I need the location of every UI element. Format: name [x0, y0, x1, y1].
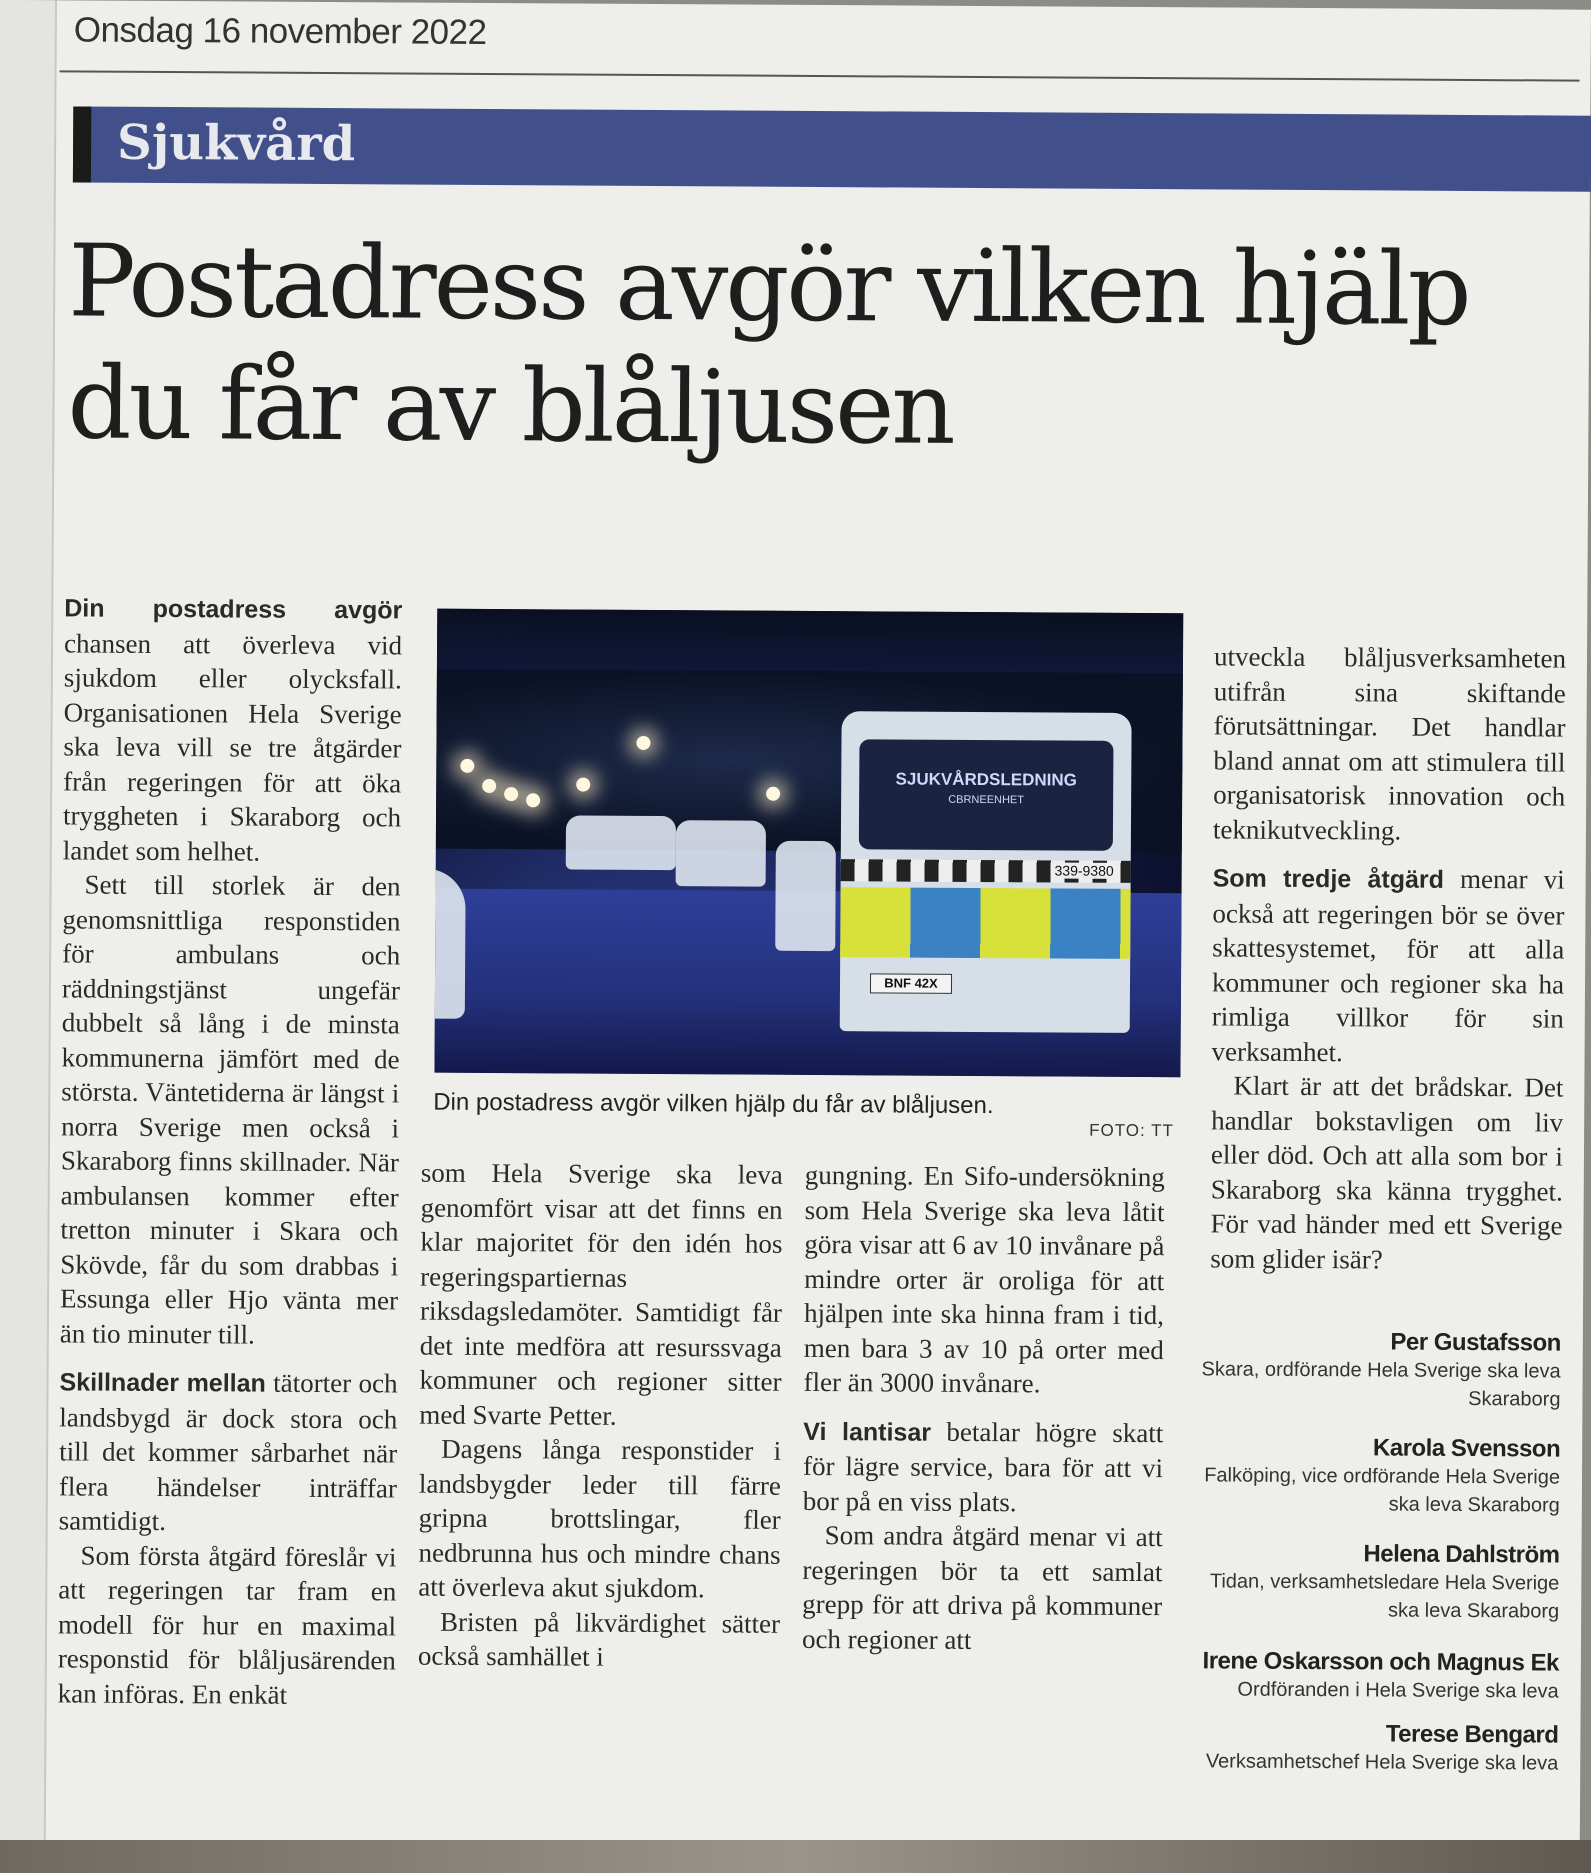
article-column-1: [58, 590, 403, 1712]
signature-name: Per Gustafsson: [1390, 1328, 1561, 1357]
van-sublabel: CBRNEENHET: [948, 793, 1025, 807]
paragraph: [803, 1413, 1164, 1520]
article-column-3: [802, 1158, 1165, 1658]
section-label: Sjukvård: [116, 114, 356, 173]
lede-text: Vi lantisar: [803, 1417, 932, 1447]
article-column-4: [1210, 639, 1566, 1277]
paragraph: [59, 1364, 398, 1540]
signature-role: Verksamhetschef Hela Sverige ska leva: [1205, 1750, 1559, 1775]
header-rule: [60, 70, 1580, 81]
signature-name: Helena Dahlström: [1363, 1540, 1560, 1569]
section-banner: [73, 106, 1591, 191]
article-column-2: [418, 1156, 783, 1676]
ambulance-van: [840, 711, 1132, 1033]
paragraph: Som första åtgärd föreslår vi att regeringen tar fram en modell för hur en maximal responstid för blåljusärenden kan införas. En enkät: [57, 1540, 397, 1710]
lede-text: Skillnader mellan: [59, 1368, 266, 1398]
signature-role: Skara, ordförande Hela Sverige ska leva Skaraborg: [1201, 1358, 1561, 1411]
paragraph-text: betalar högre skatt för lägre service, bara för att vi bor på en viss plats.: [802, 1416, 1164, 1517]
lede-text: Din postadress avgör: [64, 594, 403, 625]
photo-credit: FOTO: TT: [1089, 1120, 1175, 1141]
paragraph: [1211, 860, 1564, 1070]
paragraph: Bristen på likvärdighet sätter också samhället i: [417, 1606, 781, 1672]
paragraph: Som andra åtgärd menar vi att regeringen bör ta ett samlat grepp för att driva på kommuner och regioner att: [801, 1520, 1163, 1655]
paragraph: Klart är att det brådskar. Det handlar bokstavligen om liv eller död. Och att alla som bor i Skaraborg ska känna trygghet. För vad händer med ett Sverige som glider isär?: [1210, 1070, 1564, 1274]
paragraph-text: tätorter och landsbygd är dock stora och till det kommer sårbarhet när flera händelser inträffar samtidigt.: [58, 1367, 398, 1537]
paragraph-text: menar vi också att regeringen bör se över skattesystemet, för att alla kommuner och regioner ska ha rimliga villkor för sin verksamhet.: [1211, 863, 1565, 1067]
page-date: Onsdag 16 november 2022: [73, 10, 487, 52]
table-surface: [0, 1840, 1591, 1873]
signature-block: [1195, 1539, 1560, 1625]
signature-role: Ordföranden i Hela Sverige ska leva: [1237, 1678, 1559, 1703]
paragraph-text: chansen att överleva vid sjukdom eller olycksfall. Organisationen Hela Sverige ska leva vill se tre åtgärder från regeringen för att öka tryggheten i Skaraborg och landet som helhet.: [62, 627, 403, 867]
lede-text: Som tredje åtgärd: [1212, 864, 1445, 894]
signature-name: Karola Svensson: [1372, 1434, 1561, 1463]
headline: Postadress avgör vilken hjälp du får av blåljusen: [67, 222, 1469, 467]
signature-block: [1196, 1327, 1561, 1413]
signature-block: [1196, 1433, 1561, 1519]
van-number: 339-9380: [1051, 862, 1116, 878]
paragraph: [63, 590, 403, 869]
signature-block: [1194, 1719, 1558, 1777]
signature-name: Terese Bengard: [1385, 1720, 1559, 1749]
paragraph: som Hela Sverige ska leva genomfört visar att det finns en klar majoritet för den idén hos regeringspartiernas riksdagsledamöter. Samtidigt får det inte medföra att resurssvaga kommuner och regioner sitter med Svarte Petter.: [419, 1157, 783, 1431]
van-label: SJUKVÅRDSLEDNING: [895, 769, 1077, 790]
paragraph: Sett till storlek är den genomsnittliga responstiden för ambulans och räddningstjänst ungefär dubbelt så lång i de minsta kommunerna jämfört med de största. Väntetiderna är längst i norra Sverige men också i Skaraborg finns skillnader. När ambulansen kommer efter tretton minuter i Skara och Skövde, får du som drabbas i Essunga eller Hjo vänta mer än tio minuter till.: [59, 869, 401, 1350]
paragraph: gungning. En Sifo-undersökning som Hela Sverige ska leva låtit göra visar att 6 av 10 invånare på mindre orter är oroliga för att hjälpen inte ska hinna fram i tid, men bara 3 av 10 på orter med fler än 3000 invånare.: [803, 1159, 1165, 1399]
paragraph: utveckla blåljusverksamheten utifrån sina skiftande förutsättningar. Det handlar bland annat om att stimulera till organisatorisk innovation och teknikutveckling.: [1212, 641, 1567, 846]
photo-caption: Din postadress avgör vilken hjälp du får av blåljusen.: [433, 1088, 994, 1120]
paragraph: Dagens långa responstider i landsbygder leder till färre gripna brottslingar, fler nedbrunna hus och mindre chans att överleva akut sjukdom.: [418, 1433, 782, 1604]
page-margin: [0, 0, 57, 1840]
signature-role: Falköping, vice ordförande Hela Sverige ska leva Skaraborg: [1204, 1464, 1561, 1517]
article-photo: [434, 609, 1183, 1078]
signature-role: Tidan, verksamhetsledare Hela Sverige ska leva Skaraborg: [1209, 1570, 1560, 1623]
signature-name: Irene Oskarsson och Magnus Ek: [1202, 1647, 1559, 1677]
signature-block: [1195, 1647, 1559, 1705]
license-plate: BNF 42X: [870, 973, 952, 994]
